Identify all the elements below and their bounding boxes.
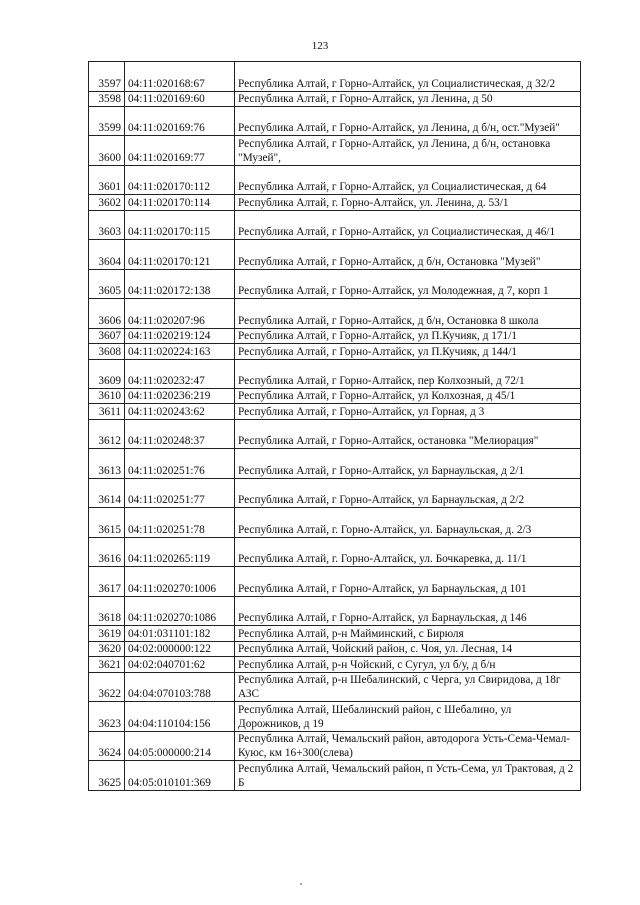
page-number: 123 [311, 40, 329, 52]
registry-table [88, 61, 581, 791]
row-number-cell: 3613 [89, 449, 125, 479]
table-row [89, 672, 581, 702]
table-row [89, 761, 581, 791]
row-number-cell: 3598 [89, 91, 125, 106]
address-cell: Республика Алтай, р-н Чойский, с Сугул, ул б/у, д б/н [235, 657, 581, 672]
row-number-cell: 3619 [89, 626, 125, 641]
row-number-cell: 3605 [89, 269, 125, 299]
address-cell: Республика Алтай, г Горно-Алтайск, ул П.Кучияк, д 144/1 [235, 344, 581, 359]
address-cell: Республика Алтай, г Горно-Алтайск, ул Колхозная, д 45/1 [235, 389, 581, 404]
table-row [89, 91, 581, 106]
row-number-cell: 3617 [89, 567, 125, 597]
address-cell: Республика Алтай, Чемальский район, автодорога Усть-Сема-Чемал-Куюс, км 16+300(слева) [235, 731, 581, 761]
table-row [89, 195, 581, 210]
cadastral-number-cell: 04:04:110104:156 [125, 702, 235, 732]
table-row [89, 596, 581, 626]
address-cell: Республика Алтай, г. Горно-Алтайск, ул. Ленина, д. 53/1 [235, 195, 581, 210]
table-row [89, 702, 581, 732]
address-cell: Республика Алтай, г Горно-Алтайск, ул Социалистическая, д 64 [235, 165, 581, 195]
table-row [89, 478, 581, 508]
table-row [89, 419, 581, 449]
address-cell: Республика Алтай, Чойский район, с. Чоя, ул. Лесная, 14 [235, 641, 581, 656]
cadastral-number-cell: 04:11:020168:67 [125, 62, 235, 92]
address-cell: Республика Алтай, г Горно-Алтайск, ул Барнаульская, д 146 [235, 596, 581, 626]
row-number-cell: 3600 [89, 136, 125, 166]
row-number-cell: 3612 [89, 419, 125, 449]
table-row [89, 269, 581, 299]
cadastral-number-cell: 04:11:020207:96 [125, 299, 235, 329]
table-row [89, 449, 581, 479]
cadastral-number-cell: 04:11:020170:121 [125, 240, 235, 270]
cadastral-number-cell: 04:11:020251:78 [125, 508, 235, 538]
table-row [89, 731, 581, 761]
row-number-cell: 3603 [89, 210, 125, 240]
cadastral-number-cell: 04:11:020224:163 [125, 344, 235, 359]
row-number-cell: 3623 [89, 702, 125, 732]
row-number-cell: 3604 [89, 240, 125, 270]
scan-speck [300, 883, 302, 885]
table-row [89, 567, 581, 597]
address-cell: Республика Алтай, г Горно-Алтайск, ул Барнаульская, д 2/1 [235, 449, 581, 479]
table-row [89, 389, 581, 404]
cadastral-number-cell: 04:02:040701:62 [125, 657, 235, 672]
table-row [89, 165, 581, 195]
cadastral-number-cell: 04:11:020243:62 [125, 404, 235, 419]
table-row [89, 641, 581, 656]
row-number-cell: 3610 [89, 389, 125, 404]
address-cell: Республика Алтай, Чемальский район, п Усть-Сема, ул Трактовая, д 2 Б [235, 761, 581, 791]
row-number-cell: 3606 [89, 299, 125, 329]
address-cell: Республика Алтай, г Горно-Алтайск, ул Ленина, д б/н, остановка "Музей", [235, 136, 581, 166]
address-cell: Республика Алтай, г Горно-Алтайск, д б/н, Остановка "Музей" [235, 240, 581, 270]
cadastral-number-cell: 04:11:020170:114 [125, 195, 235, 210]
cadastral-number-cell: 04:11:020251:77 [125, 478, 235, 508]
table-row [89, 210, 581, 240]
address-cell: Республика Алтай, г Горно-Алтайск, ул Ленина, д 50 [235, 91, 581, 106]
address-cell: Республика Алтай, г. Горно-Алтайск, ул. Барнаульская, д. 2/3 [235, 508, 581, 538]
cadastral-number-cell: 04:11:020270:1006 [125, 567, 235, 597]
address-cell: Республика Алтай, г Горно-Алтайск, остановка "Мелиорация" [235, 419, 581, 449]
cadastral-number-cell: 04:04:070103:788 [125, 672, 235, 702]
address-cell: Республика Алтай, г Горно-Алтайск, ул Барнаульская, д 101 [235, 567, 581, 597]
cadastral-number-cell: 04:11:020232:47 [125, 359, 235, 389]
table-row [89, 359, 581, 389]
cadastral-number-cell: 04:05:010101:369 [125, 761, 235, 791]
table-row [89, 62, 581, 92]
cadastral-number-cell: 04:11:020170:112 [125, 165, 235, 195]
registry-table-body [89, 62, 581, 791]
cadastral-number-cell: 04:02:000000:122 [125, 641, 235, 656]
row-number-cell: 3622 [89, 672, 125, 702]
row-number-cell: 3616 [89, 537, 125, 567]
address-cell: Республика Алтай, г Горно-Алтайск, ул Горная, д 3 [235, 404, 581, 419]
address-cell: Республика Алтай, г Горно-Алтайск, ул П.Кучияк, д 171/1 [235, 328, 581, 343]
row-number-cell: 3620 [89, 641, 125, 656]
row-number-cell: 3599 [89, 106, 125, 136]
address-cell: Республика Алтай, г Горно-Алтайск, пер Колхозный, д 72/1 [235, 359, 581, 389]
table-row [89, 136, 581, 166]
cadastral-number-cell: 04:11:020219:124 [125, 328, 235, 343]
row-number-cell: 3611 [89, 404, 125, 419]
table-row [89, 404, 581, 419]
row-number-cell: 3614 [89, 478, 125, 508]
address-cell: Республика Алтай, р-н Майминский, с Бирюля [235, 626, 581, 641]
row-number-cell: 3608 [89, 344, 125, 359]
table-row [89, 299, 581, 329]
cadastral-number-cell: 04:11:020169:77 [125, 136, 235, 166]
row-number-cell: 3602 [89, 195, 125, 210]
cadastral-number-cell: 04:11:020248:37 [125, 419, 235, 449]
cadastral-number-cell: 04:11:020265:119 [125, 537, 235, 567]
address-cell: Республика Алтай, г Горно-Алтайск, ул Молодежная, д 7, корп 1 [235, 269, 581, 299]
address-cell: Республика Алтай, г Горно-Алтайск, ул Социалистическая, д 46/1 [235, 210, 581, 240]
table-row [89, 344, 581, 359]
cadastral-number-cell: 04:11:020270:1086 [125, 596, 235, 626]
cadastral-number-cell: 04:11:020169:60 [125, 91, 235, 106]
address-cell: Республика Алтай, г Горно-Алтайск, д б/н, Остановка 8 школа [235, 299, 581, 329]
cadastral-number-cell: 04:01:031101:182 [125, 626, 235, 641]
row-number-cell: 3609 [89, 359, 125, 389]
cadastral-number-cell: 04:11:020251:76 [125, 449, 235, 479]
row-number-cell: 3607 [89, 328, 125, 343]
cadastral-number-cell: 04:11:020172:138 [125, 269, 235, 299]
table-row [89, 537, 581, 567]
table-row [89, 106, 581, 136]
cadastral-number-cell: 04:11:020169:76 [125, 106, 235, 136]
row-number-cell: 3624 [89, 731, 125, 761]
cadastral-number-cell: 04:11:020170:115 [125, 210, 235, 240]
table-row [89, 657, 581, 672]
row-number-cell: 3625 [89, 761, 125, 791]
address-cell: Республика Алтай, г. Горно-Алтайск, ул. Бочкаревка, д. 11/1 [235, 537, 581, 567]
address-cell: Республика Алтай, Шебалинский район, с Шебалино, ул Дорожников, д 19 [235, 702, 581, 732]
row-number-cell: 3597 [89, 62, 125, 92]
table-row [89, 508, 581, 538]
table-row [89, 626, 581, 641]
address-cell: Республика Алтай, г Горно-Алтайск, ул Социалистическая, д 32/2 [235, 62, 581, 92]
row-number-cell: 3615 [89, 508, 125, 538]
table-row [89, 328, 581, 343]
address-cell: Республика Алтай, г Горно-Алтайск, ул Барнаульская, д 2/2 [235, 478, 581, 508]
row-number-cell: 3601 [89, 165, 125, 195]
table-row [89, 240, 581, 270]
cadastral-number-cell: 04:05:000000:214 [125, 731, 235, 761]
address-cell: Республика Алтай, р-н Шебалинский, с Черга, ул Свиридова, д 18г АЗС [235, 672, 581, 702]
address-cell: Республика Алтай, г Горно-Алтайск, ул Ленина, д б/н, ост."Музей" [235, 106, 581, 136]
cadastral-number-cell: 04:11:020236:219 [125, 389, 235, 404]
row-number-cell: 3618 [89, 596, 125, 626]
row-number-cell: 3621 [89, 657, 125, 672]
